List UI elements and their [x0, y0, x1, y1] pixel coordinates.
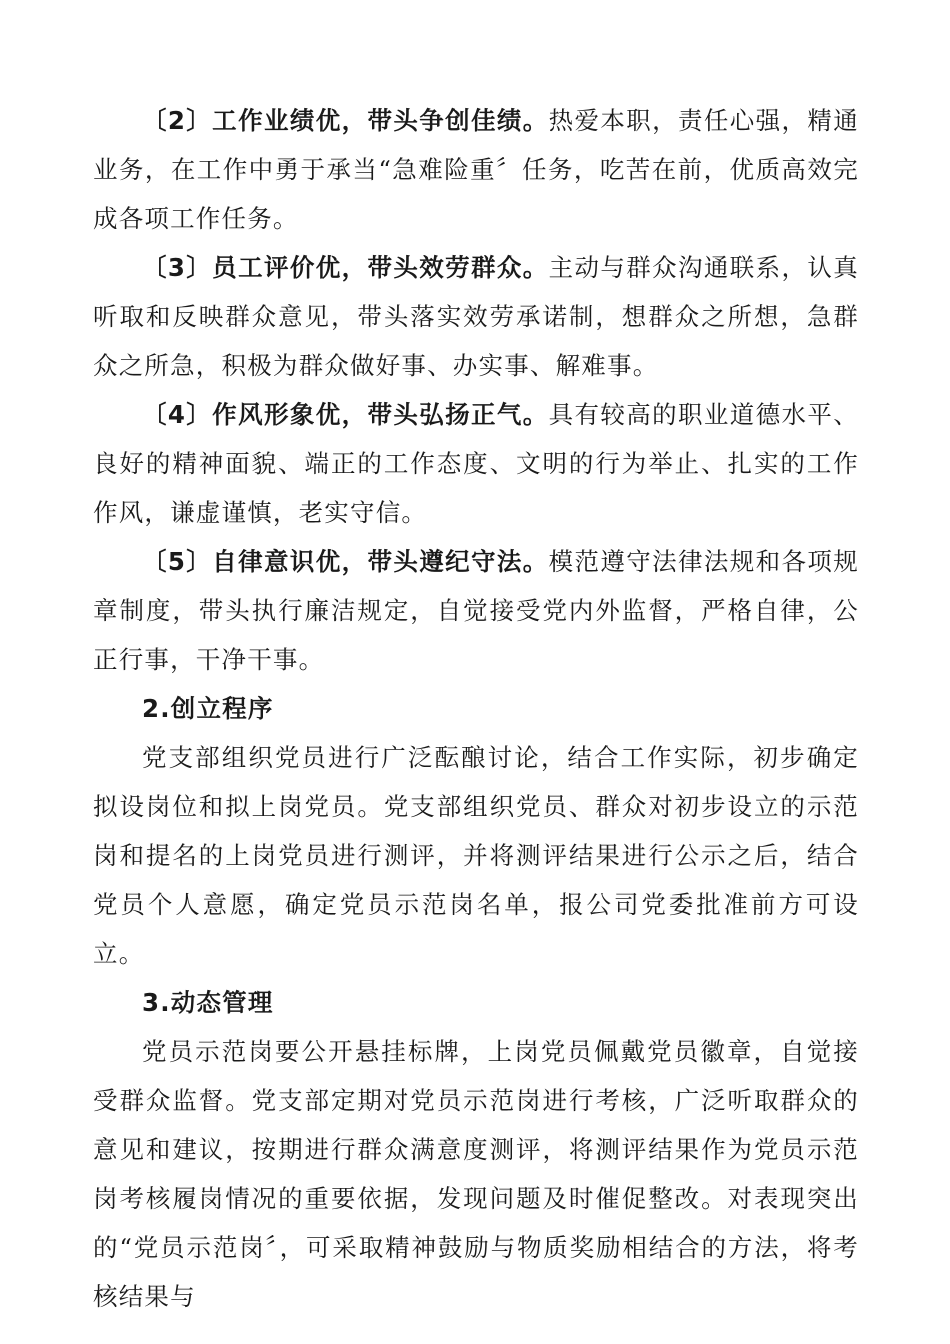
section-3-heading: 3.动态管理 [142, 988, 274, 1017]
item-2-paragraph [93, 96, 859, 243]
item-4-body: 具有较高的职业道德水平、良好的精神面貌、端正的工作态度、文明的行为举止、扎实的工作作风，谦虚谨慎，老实守信。 [93, 400, 859, 527]
item-4-paragraph [93, 390, 859, 537]
item-3-body: 主动与群众沟通联系，认真听取和反映群众意见，带头落实效劳承诺制，想群众之所想，急群众之所急，积极为群众做好事、办实事、解难事。 [93, 253, 859, 380]
item-4-lead: 〔4〕作风形象优，带头弘扬正气。 [142, 400, 549, 429]
section-2-body: 党支部组织党员进行广泛酝酿讨论，结合工作实际，初步确定拟设岗位和拟上岗党员。党支部组织党员、群众对初步设立的示范岗和提名的上岗党员进行测评，并将测评结果进行公示之后，结合党员个人意愿，确定党员示范岗名单，报公司党委批准前方可设立。 [93, 743, 859, 968]
item-5-lead: 〔5〕自律意识优，带头遵纪守法。 [142, 547, 549, 576]
section-3-body: 党员示范岗要公开悬挂标牌，上岗党员佩戴党员徽章，自觉接受群众监督。党支部定期对党员示范岗进行考核，广泛听取群众的意见和建议，按期进行群众满意度测评，将测评结果作为党员示范岗考核履岗情况的重要依据，发现问题及时催促整改。对表现突出的“党员示范岗〞，可采取精神鼓励与物质奖励相结合的方法，将考核结果与 [93, 1037, 859, 1311]
item-3-lead: 〔3〕员工评价优，带头效劳群众。 [142, 253, 549, 282]
item-3-paragraph [93, 243, 859, 390]
item-5-paragraph [93, 537, 859, 684]
document-page [93, 96, 859, 1321]
item-2-body: 热爱本职，责任心强，精通业务，在工作中勇于承当“急难险重〞任务，吃苦在前，优质高效完成各项工作任务。 [93, 106, 859, 233]
item-2-lead: 〔2〕工作业绩优，带头争创佳绩。 [142, 106, 549, 135]
section-2-heading: 2.创立程序 [142, 694, 274, 723]
item-5-body: 模范遵守法律法规和各项规章制度，带头执行廉洁规定，自觉接受党内外监督，严格自律，公正行事，干净干事。 [93, 547, 859, 674]
